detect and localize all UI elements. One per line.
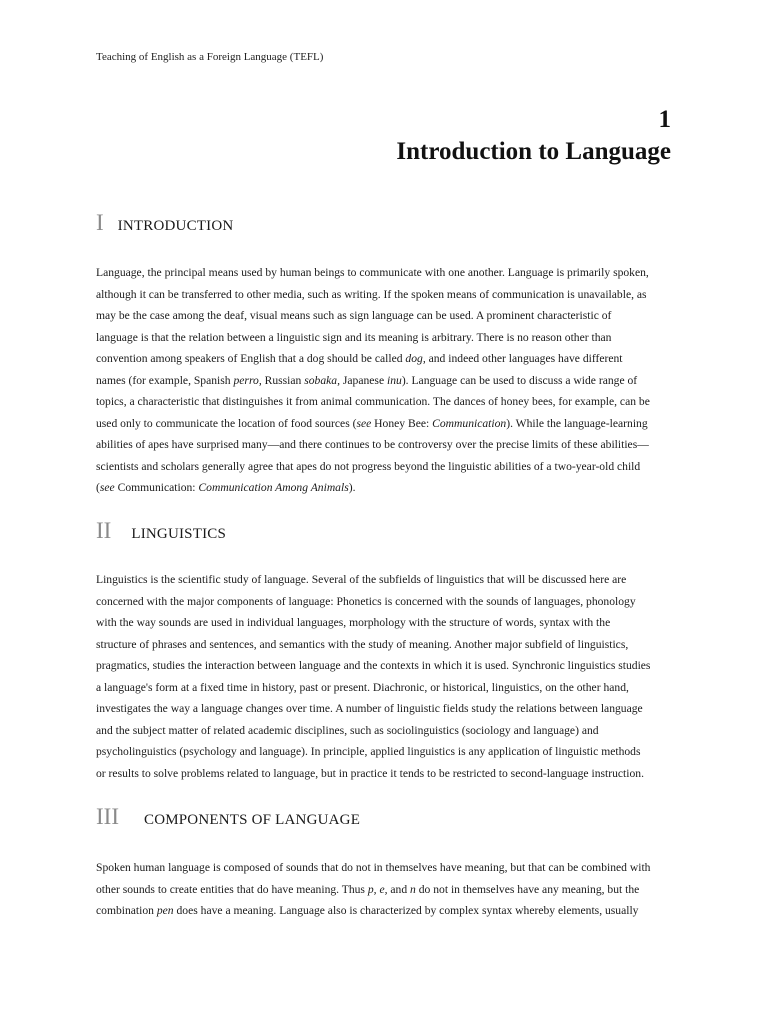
text-run: Russian <box>261 373 305 387</box>
chapter-number: 1 <box>658 106 671 133</box>
text-line <box>96 391 672 413</box>
section-heading-components-of-language <box>96 804 360 830</box>
text-line <box>96 413 672 435</box>
text-line <box>96 698 672 720</box>
section-numeral: II <box>96 518 112 543</box>
text-line <box>96 634 672 656</box>
text-line <box>96 857 672 879</box>
text-run: Communication: <box>114 481 199 494</box>
italic-run: pen <box>156 904 174 917</box>
section-numeral: I <box>96 210 104 235</box>
italic-run: Communication <box>432 416 507 430</box>
italic-run: perro, <box>233 373 262 387</box>
text-line <box>96 591 672 613</box>
text-run: other sounds to create entities that do have meaning. Thus <box>96 882 368 896</box>
text-run: pragmatics, studies the interaction between language and the contexts in which it is used. Synchronic linguistics studies <box>96 659 651 672</box>
text-run: ). Language can be used to discuss a wide range of <box>401 373 638 387</box>
text-run: a language's form at a fixed time in history, past or present. Diachronic, or historical, linguistics, on the other hand, <box>96 680 629 694</box>
paragraph-introduction <box>96 262 672 499</box>
text-line <box>96 348 672 370</box>
text-line <box>96 677 672 699</box>
text-run: scientists and scholars generally agree that apes do not progress beyond the linguistic abilities of a two-year-old child <box>96 459 641 473</box>
text-line <box>96 900 672 922</box>
text-line <box>96 655 672 677</box>
text-run: abilities of apes have surprised many—and there continues to be controversy over the precise limits of these abilities— <box>96 438 649 451</box>
text-run: or results to solve problems related to language, but in practice it tends to be restricted to second-language instruction. <box>96 766 644 780</box>
text-run: although it can be transferred to other media, such as writing. If the spoken means of communication is unavailable, as <box>96 287 647 301</box>
section-heading-linguistics <box>96 518 226 544</box>
italic-run: see <box>99 481 115 494</box>
text-line <box>96 477 672 499</box>
text-run: names (for example, Spanish <box>96 373 234 387</box>
text-run: may be the case among the deaf, visual means such as sign language can be used. A prominent characteristic of <box>96 309 612 322</box>
italic-run: dog, <box>405 352 426 365</box>
section-title: LINGUISTICS <box>131 526 227 542</box>
text-line <box>96 284 672 306</box>
chapter-title: Introduction to Language <box>396 138 671 165</box>
text-run: convention among speakers of English that a dog should be called <box>96 352 406 365</box>
text-run: and <box>387 882 411 896</box>
text-run: with the way sounds are used in individual languages, morphology with the structure of words, syntax with the <box>96 616 611 629</box>
text-run: concerned with the major components of language: Phonetics is concerned with the sounds of languages, phonology <box>96 594 636 608</box>
text-run: used only to communicate the location of food sources ( <box>96 416 357 430</box>
paragraph-components-of-language <box>96 857 672 922</box>
text-line <box>96 612 672 634</box>
text-run: and indeed other languages have different <box>425 352 623 365</box>
text-run: ). <box>348 481 356 494</box>
text-run: does have a meaning. Language also is characterized by complex syntax whereby elements, usually <box>173 904 639 917</box>
text-line <box>96 456 672 478</box>
text-run: investigates the way a language changes over time. A number of linguistic fields study the relations between language <box>96 702 643 715</box>
text-run: language is that the relation between a linguistic sign and its meaning is arbitrary. There is no reason other than <box>96 330 612 344</box>
text-run: topics, a characteristic that distinguishes it from animal communication. The dances of honey bees, for example, can be <box>96 395 650 408</box>
italic-run: n <box>410 882 416 896</box>
italic-run: p, e, <box>367 882 388 896</box>
text-run: ). While the language-learning <box>506 416 648 430</box>
section-heading-introduction <box>96 210 233 236</box>
text-run: and the subject matter of related academic disciplines, such as sociolinguistics (sociology and language) and <box>96 723 599 737</box>
text-run: structure of phrases and sentences, and semantics with the study of meaning. Another major subfield of linguistics, <box>96 637 629 651</box>
italic-run: Communication Among Animals <box>198 481 349 494</box>
section-title: INTRODUCTION <box>117 218 234 234</box>
text-run: do not in themselves have any meaning, but the <box>415 882 640 896</box>
text-run: Linguistics is the scientific study of language. Several of the subfields of linguistics that will be discussed here are <box>96 573 627 586</box>
text-line <box>96 327 672 349</box>
text-run: Language, the principal means used by human beings to communicate with one another. Language is primarily spoken, <box>96 266 649 279</box>
italic-run: sobaka, <box>304 373 340 387</box>
text-line <box>96 370 672 392</box>
text-line <box>96 262 672 284</box>
paragraph-linguistics <box>96 569 672 784</box>
section-title: COMPONENTS OF LANGUAGE <box>143 812 361 828</box>
text-line <box>96 720 672 742</box>
text-run: ( <box>96 481 100 494</box>
text-run: psycholinguistics (psychology and language). In principle, applied linguistics is any application of linguistic methods <box>96 745 641 758</box>
text-run: Japanese <box>339 373 387 387</box>
text-line <box>96 434 672 456</box>
text-line <box>96 569 672 591</box>
text-line <box>96 305 672 327</box>
text-line <box>96 741 672 763</box>
italic-run: inu <box>386 373 402 387</box>
text-line <box>96 763 672 785</box>
text-run: Honey Bee: <box>371 416 433 430</box>
text-run: combination <box>96 904 157 917</box>
running-header: Teaching of English as a Foreign Language (TEFL) <box>96 51 324 63</box>
italic-run: see <box>356 416 372 430</box>
text-line <box>96 879 672 901</box>
text-run: Spoken human language is composed of sounds that do not in themselves have meaning, but that can be combined with <box>96 861 651 874</box>
section-numeral: III <box>96 804 119 829</box>
